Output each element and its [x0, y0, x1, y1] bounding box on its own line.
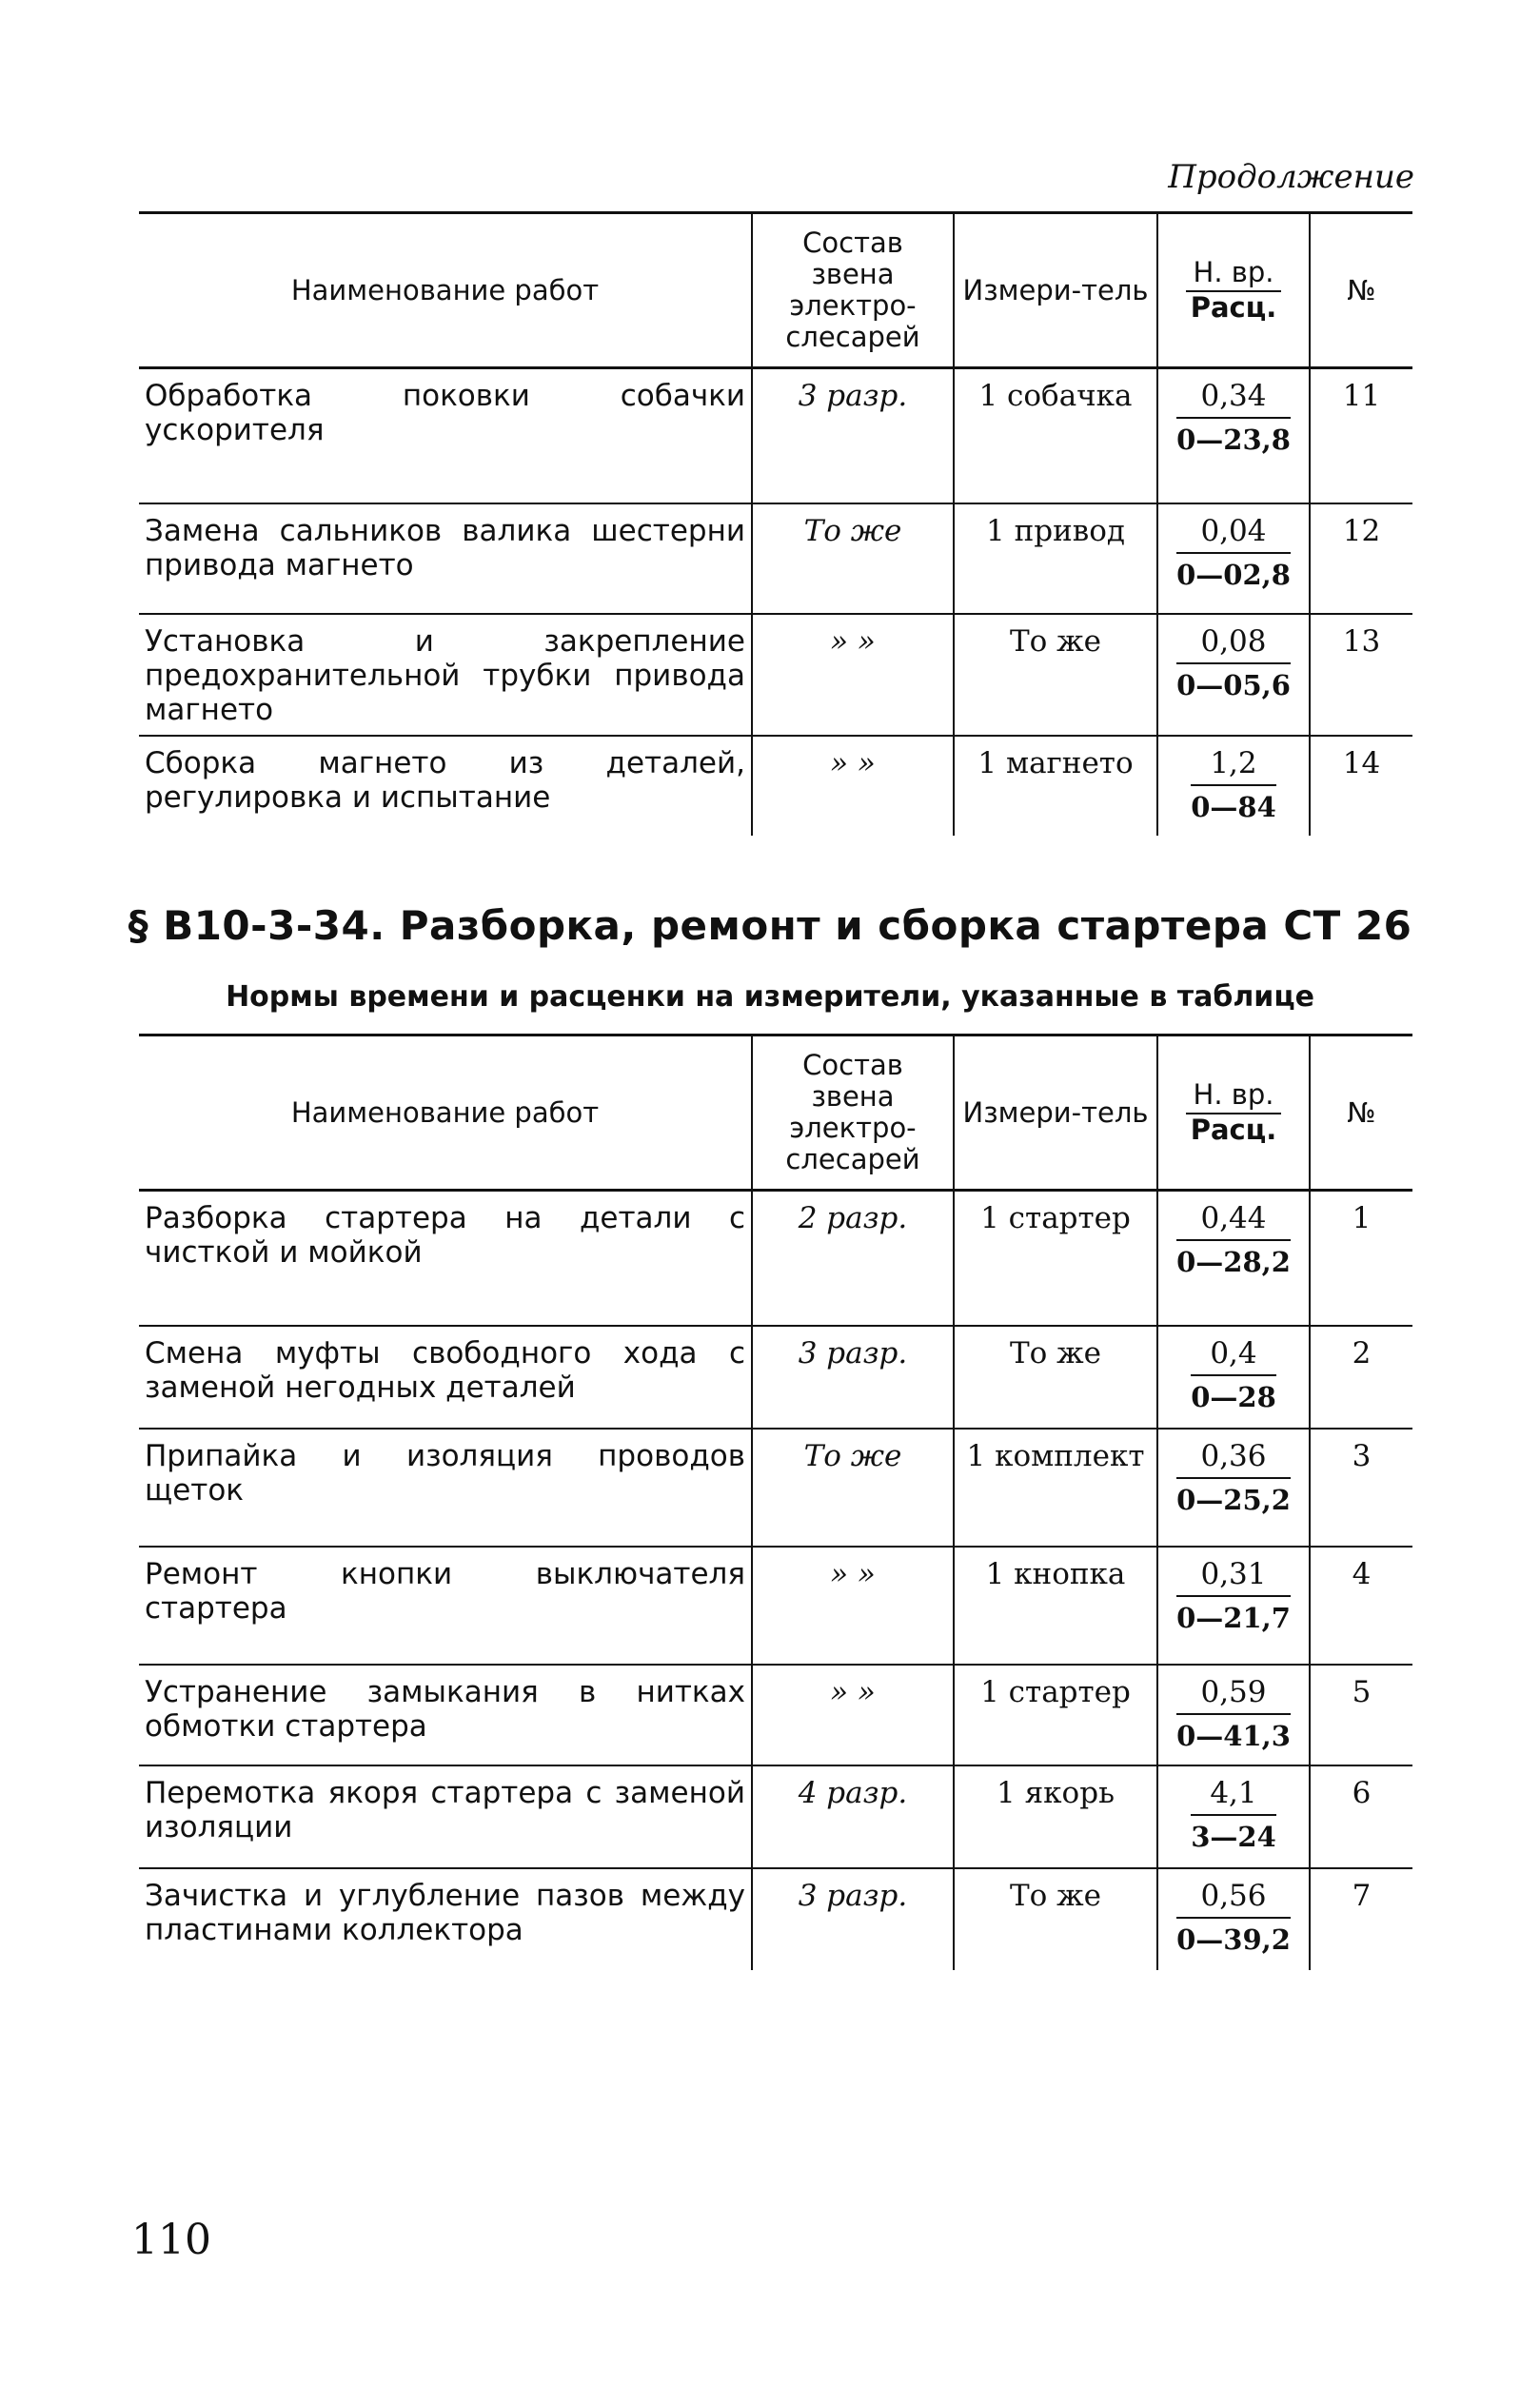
norm-cell	[1157, 1665, 1310, 1765]
time-norm: 4,1	[1191, 1776, 1276, 1816]
unit: 1 комплект	[954, 1429, 1157, 1547]
rate: 0—21,7	[1176, 1602, 1291, 1634]
time-norm: 0,59	[1176, 1675, 1291, 1715]
row-number: 11	[1310, 368, 1412, 504]
header-norm-fraction	[1186, 257, 1282, 324]
crew-grade: То же	[752, 1429, 954, 1547]
time-norm: 0,34	[1176, 379, 1291, 419]
header-norm-rate: Расц.	[1190, 1114, 1277, 1146]
header-norm-time: Н. вр.	[1186, 257, 1282, 292]
norm-cell	[1157, 1547, 1310, 1665]
unit: 1 стартер	[954, 1191, 1157, 1327]
header-norm-fraction	[1186, 1079, 1282, 1146]
table-row	[139, 1191, 1412, 1327]
work-name: Устранение замыкания в нитках обмотки стартера	[139, 1665, 752, 1765]
norm-cell	[1157, 1191, 1310, 1327]
header-crew: Состав звена электро-слесарей	[752, 213, 954, 368]
rate: 0—25,2	[1176, 1484, 1291, 1516]
crew-grade: 4 разр.	[752, 1765, 954, 1868]
norm-cell	[1157, 1429, 1310, 1547]
norm-cell	[1157, 1868, 1310, 1970]
crew-grade: » »	[752, 1665, 954, 1765]
work-name: Замена сальников валика шестерни привода магнето	[139, 503, 752, 614]
norm-cell	[1157, 1765, 1310, 1868]
unit: 1 привод	[954, 503, 1157, 614]
norms-table-starter	[139, 1034, 1412, 1970]
table-row	[139, 1326, 1412, 1429]
crew-grade: 3 разр.	[752, 1868, 954, 1970]
row-number: 1	[1310, 1191, 1412, 1327]
header-name: Наименование работ	[139, 213, 752, 368]
work-name: Смена муфты свободного хода с заменой негодных деталей	[139, 1326, 752, 1429]
row-number: 14	[1310, 736, 1412, 836]
rate: 0—02,8	[1176, 559, 1291, 591]
unit: 1 кнопка	[954, 1547, 1157, 1665]
norm-cell	[1157, 1326, 1310, 1429]
work-name: Сборка магнето из деталей, регулировка и испытание	[145, 746, 745, 815]
norm-cell	[1157, 368, 1310, 504]
time-norm: 0,56	[1176, 1879, 1291, 1919]
crew-grade: » »	[752, 1547, 954, 1665]
table-header-row	[139, 1035, 1412, 1191]
crew-grade: То же	[752, 503, 954, 614]
rate: 3—24	[1191, 1821, 1276, 1853]
page-number: 110	[131, 2216, 211, 2264]
row-number: 2	[1310, 1326, 1412, 1429]
header-norm-time: Н. вр.	[1186, 1079, 1282, 1114]
rate: 0—28	[1191, 1381, 1276, 1413]
header-number: №	[1310, 213, 1412, 368]
row-number: 4	[1310, 1547, 1412, 1665]
row-number: 5	[1310, 1665, 1412, 1765]
header-name: Наименование работ	[139, 1035, 752, 1191]
crew-grade: 3 разр.	[752, 368, 954, 504]
unit: То же	[954, 614, 1157, 736]
work-name: Разборка стартера на детали с чисткой и мойкой	[139, 1191, 752, 1327]
table-row	[139, 736, 1412, 836]
time-norm: 0,36	[1176, 1439, 1291, 1479]
rate: 0—28,2	[1176, 1246, 1291, 1278]
row-number: 6	[1310, 1765, 1412, 1868]
unit: 1 стартер	[954, 1665, 1157, 1765]
continuation-label: Продолжение	[1168, 158, 1414, 196]
rate: 0—41,3	[1176, 1720, 1291, 1752]
rate: 0—23,8	[1176, 424, 1291, 456]
time-norm: 1,2	[1191, 746, 1276, 786]
time-norm: 0,4	[1191, 1336, 1276, 1376]
crew-grade: » »	[752, 614, 954, 736]
section-title: § В10-3-34. Разборка, ремонт и сборка стартера СТ 26	[128, 902, 1412, 949]
table-row	[139, 503, 1412, 614]
time-norm: 0,04	[1176, 514, 1291, 554]
table-row	[139, 1665, 1412, 1765]
row-number: 7	[1310, 1868, 1412, 1970]
header-norm	[1157, 1035, 1310, 1191]
unit: То же	[954, 1868, 1157, 1970]
rate: 0—05,6	[1176, 669, 1291, 701]
rate: 0—84	[1191, 791, 1276, 823]
table-row	[139, 1429, 1412, 1547]
work-name: Припайка и изоляция проводов щеток	[139, 1429, 752, 1547]
time-norm: 0,08	[1176, 624, 1291, 664]
unit: 1 якорь	[954, 1765, 1157, 1868]
norm-cell	[1157, 503, 1310, 614]
row-number: 12	[1310, 503, 1412, 614]
table-row	[139, 1868, 1412, 1970]
table-header-row	[139, 213, 1412, 368]
norm-cell	[1157, 614, 1310, 736]
row-number: 13	[1310, 614, 1412, 736]
crew-grade: 3 разр.	[752, 1326, 954, 1429]
norms-table-continued	[139, 211, 1412, 836]
work-name: Зачистка и углубление пазов между пластинами коллектора	[145, 1879, 745, 1947]
row-number: 3	[1310, 1429, 1412, 1547]
unit: 1 собачка	[954, 368, 1157, 504]
time-norm: 0,31	[1176, 1557, 1291, 1597]
norm-cell	[1157, 736, 1310, 836]
header-norm-rate: Расц.	[1190, 291, 1277, 324]
work-name: Установка и закрепление предохранительной трубки привода магнето	[139, 614, 752, 736]
table-row	[139, 1765, 1412, 1868]
unit: 1 магнето	[954, 736, 1157, 836]
rate: 0—39,2	[1176, 1923, 1291, 1956]
table-row	[139, 1547, 1412, 1665]
table-row	[139, 614, 1412, 736]
crew-grade: 2 разр.	[752, 1191, 954, 1327]
unit: То же	[954, 1326, 1157, 1429]
work-name: Ремонт кнопки выключателя стартера	[139, 1547, 752, 1665]
header-number: №	[1310, 1035, 1412, 1191]
work-name: Перемотка якоря стартера с заменой изоляции	[139, 1765, 752, 1868]
header-unit: Измери-тель	[954, 1035, 1157, 1191]
header-norm	[1157, 213, 1310, 368]
time-norm: 0,44	[1176, 1201, 1291, 1241]
crew-grade: » »	[752, 736, 954, 836]
section-subtitle: Нормы времени и расценки на измерители, указанные в таблице	[226, 980, 1314, 1014]
table-row	[139, 368, 1412, 504]
work-name: Обработка поковки собачки ускорителя	[139, 368, 752, 504]
header-unit: Измери-тель	[954, 213, 1157, 368]
header-crew: Состав звена электро-слесарей	[752, 1035, 954, 1191]
